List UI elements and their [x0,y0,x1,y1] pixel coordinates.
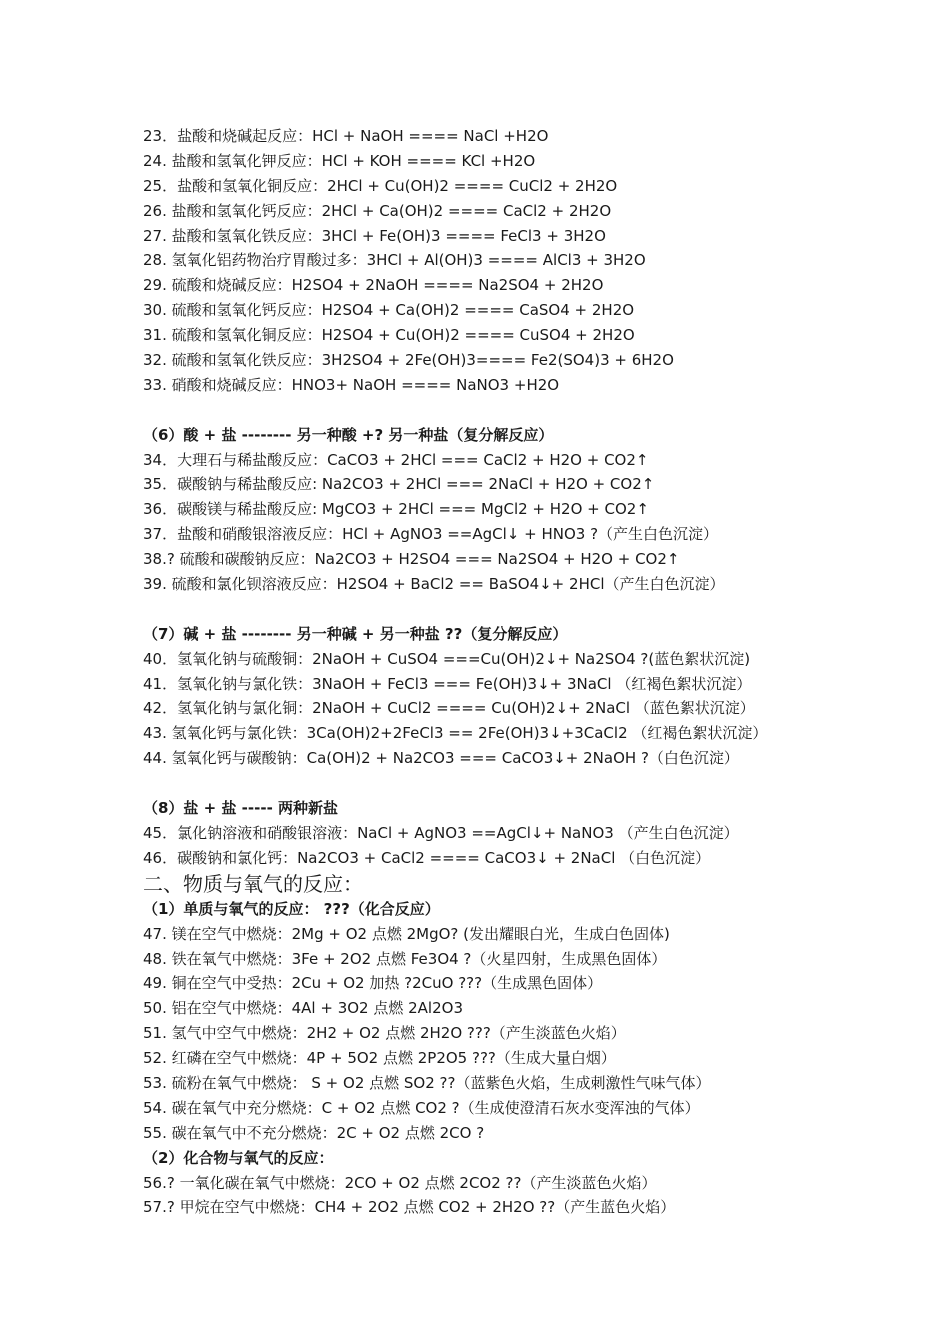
equation-line: 28. 氢氧化铝药物治疗胃酸过多：3HCl + Al(OH)3 ==== AlCl3 + 3H2O [143,251,646,270]
equation-line: 24. 盐酸和氢氧化钾反应：HCl + KOH ==== KCl +H2O [143,151,536,170]
equation-line: 32. 硫酸和氢氧化铁反应：3H2SO4 + 2Fe(OH)3==== Fe2(SO4)3 + 6H2O [143,351,674,370]
blank-line [143,771,933,796]
subsection-heading: （2）化合物与氧气的反应： [143,1148,334,1167]
equation-line: 54. 碳在氧气中充分燃烧：C + O2 点燃 CO2 ?（生成使澄清石灰水变浑浊的气体） [143,1098,700,1117]
equation-line: 45．氯化钠溶液和硝酸银溶液：NaCl + AgNO3 ==AgCl↓+ NaNO3 （产生白色沉淀） [143,823,739,842]
equation-line: 25．盐酸和氢氧化铜反应：2HCl + Cu(OH)2 ==== CuCl2 + 2H2O [143,176,618,195]
equation-line: 39. 硫酸和氯化钡溶液反应：H2SO4 + BaCl2 == BaSO4↓+ 2HCl（产生白色沉淀） [143,575,725,594]
equation-line: 41．氢氧化钠与氯化铁：3NaOH + FeCl3 === Fe(OH)3↓+ 3NaCl （红褐色絮状沉淀） [143,674,752,693]
equation-line: 50. 铝在空气中燃烧：4Al + 3O2 点燃 2Al2O3 [143,999,463,1018]
equation-line: 29. 硫酸和烧碱反应：H2SO4 + 2NaOH ==== Na2SO4 + 2H2O [143,276,604,295]
equation-line: 57.? 甲烷在空气中燃烧：CH4 + 2O2 点燃 CO2 + 2H2O ??（产生蓝色火焰） [143,1198,676,1217]
equation-line: 55. 碳在氧气中不充分燃烧：2C + O2 点燃 2CO ? [143,1123,485,1142]
equation-line: 46．碳酸钠和氯化钙：Na2CO3 + CaCl2 ==== CaCO3↓ + 2NaCl （白色沉淀） [143,848,711,867]
equation-line: 23．盐酸和烧碱起反应：HCl + NaOH ==== NaCl +H2O [143,127,549,145]
equation-line: 38.? 硫酸和碳酸钠反应：Na2CO3 + H2SO4 === Na2SO4 + H2O + CO2↑ [143,550,680,569]
subsection-heading: （8）盐 + 盐 ----- 两种新盐 [143,799,339,818]
subsection-heading: （7）碱 + 盐 -------- 另一种碱 + 另一种盐 ??（复分解反应） [143,624,568,643]
section-heading: 二、物质与氧气的反应： [143,871,363,896]
equation-line: 30. 硫酸和氢氧化钙反应：H2SO4 + Ca(OH)2 ==== CaSO4 + 2H2O [143,301,635,320]
equation-line: 33. 硝酸和烧碱反应：HNO3+ NaOH ==== NaNO3 +H2O [143,375,560,394]
equation-line: 53. 硫粉在氧气中燃烧： S + O2 点燃 SO2 ??（蓝紫色火焰，生成刺激性气味气体） [143,1073,711,1092]
equation-line: 44. 氢氧化钙与碳酸钠：Ca(OH)2 + Na2CO3 === CaCO3↓+ 2NaOH ?（白色沉淀） [143,749,739,768]
equation-line: 26. 盐酸和氢氧化钙反应：2HCl + Ca(OH)2 ==== CaCl2 + 2H2O [143,201,612,220]
subsection-heading: （1）单质与氧气的反应： ???（化合反应） [143,899,440,918]
equation-line: 43. 氢氧化钙与氯化铁：3Ca(OH)2+2FeCl3 == 2Fe(OH)3↓+3CaCl2 （红褐色絮状沉淀） [143,724,768,743]
equation-line: 49. 铜在空气中受热：2Cu + O2 加热 ?2CuO ???（生成黑色固体） [143,974,603,993]
equation-line: 48. 铁在氧气中燃烧：3Fe + 2O2 点燃 Fe3O4 ?（火星四射，生成黑色固体） [143,949,667,968]
blank-line [143,398,933,423]
equation-line: 35．碳酸钠与稀盐酸反应: Na2CO3 + 2HCl === 2NaCl + H2O + CO2↑ [143,475,655,494]
blank-line [143,597,933,622]
equation-line: 51. 氢气中空气中燃烧：2H2 + O2 点燃 2H2O ???（产生淡蓝色火焰） [143,1024,626,1043]
equation-line: 27. 盐酸和氢氧化铁反应：3HCl + Fe(OH)3 ==== FeCl3 + 3H2O [143,226,606,245]
equation-line: 52. 红磷在空气中燃烧：4P + 5O2 点燃 2P2O5 ???（生成大量白烟） [143,1049,616,1068]
equation-line: 40．氢氧化钠与硫酸铜：2NaOH + CuSO4 ===Cu(OH)2↓+ Na2SO4 ?(蓝色絮状沉淀) [143,649,751,668]
equation-line: 47. 镁在空气中燃烧：2Mg + O2 点燃 2MgO? (发出耀眼白光，生成白色固体) [143,924,670,943]
equation-line: 56.? 一氧化碳在氧气中燃烧：2CO + O2 点燃 2CO2 ??（产生淡蓝色火焰） [143,1173,657,1192]
equation-line: 31. 硫酸和氢氧化铜反应：H2SO4 + Cu(OH)2 ==== CuSO4 + 2H2O [143,326,635,345]
equation-line: 37．盐酸和硝酸银溶液反应：HCl + AgNO3 ==AgCl↓ + HNO3 ?（产生白色沉淀） [143,525,719,544]
document-body [143,124,933,1220]
equation-line: 42．氢氧化钠与氯化铜：2NaOH + CuCl2 ==== Cu(OH)2↓+ 2NaCl （蓝色絮状沉淀） [143,699,755,718]
subsection-heading: （6）酸 + 盐 -------- 另一种酸 +? 另一种盐（复分解反应） [143,425,554,444]
equation-line: 36．碳酸镁与稀盐酸反应: MgCO3 + 2HCl === MgCl2 + H2O + CO2↑ [143,500,649,519]
equation-line: 34．大理石与稀盐酸反应：CaCO3 + 2HCl === CaCl2 + H2O + CO2↑ [143,450,649,469]
